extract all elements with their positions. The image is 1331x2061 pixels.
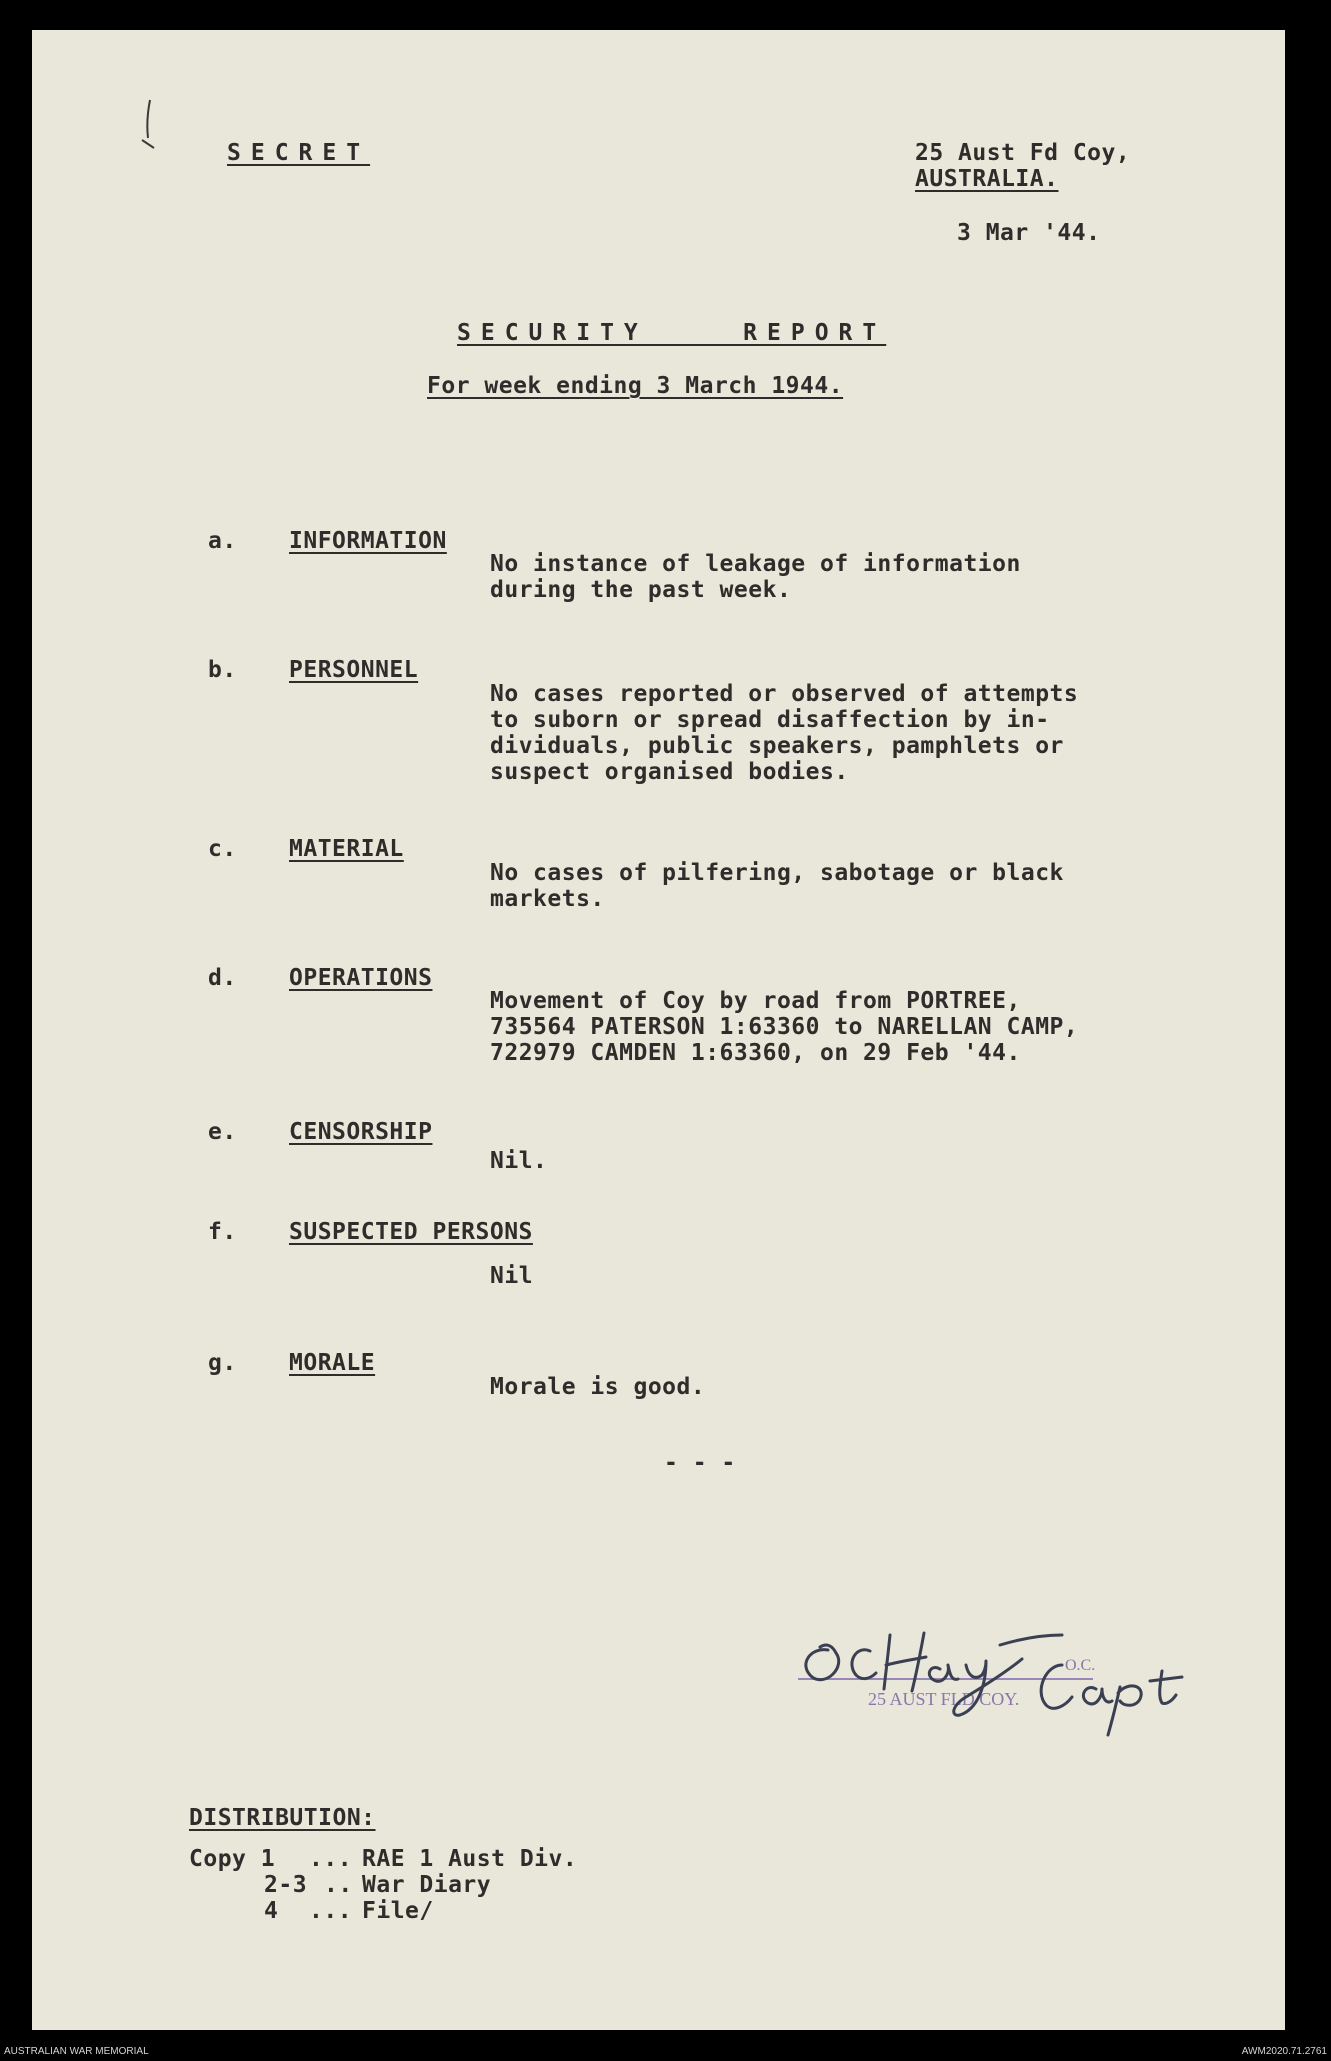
section-heading-operations: OPERATIONS: [289, 965, 433, 991]
distribution-copy: 2-3: [264, 1872, 308, 1898]
section-heading-personnel: PERSONNEL: [289, 657, 419, 683]
section-heading-morale: MORALE: [289, 1350, 376, 1376]
distribution-heading: DISTRIBUTION:: [189, 1805, 376, 1831]
distribution-dots: ..: [324, 1872, 353, 1898]
distribution-dots: ...: [309, 1898, 353, 1924]
section-body-line: Morale is good.: [490, 1374, 706, 1400]
unit-designation: 25 Aust Fd Coy,: [915, 140, 1131, 166]
section-body-line: No cases of pilfering, sabotage or black: [490, 860, 1064, 886]
section-body-line: Nil: [490, 1263, 534, 1289]
section-body-line: 722979 CAMDEN 1:63360, on 29 Feb '44.: [490, 1040, 1021, 1066]
report-subtitle: For week ending 3 March 1944.: [427, 373, 844, 399]
section-body-line: Nil.: [490, 1148, 548, 1174]
section-heading-material: MATERIAL: [289, 836, 404, 862]
section-body-line: Movement of Coy by road from PORTREE,: [490, 988, 1021, 1014]
section-letter: d.: [208, 965, 237, 991]
section-letter: g.: [208, 1350, 237, 1376]
section-heading-information: INFORMATION: [289, 528, 447, 554]
section-body-line: to suborn or spread disaffection by in-: [490, 707, 1050, 733]
paper-crease-mark: [132, 90, 162, 160]
footer-right: AWM2020.71.2761: [1241, 2046, 1327, 2057]
section-letter: a.: [208, 528, 237, 554]
section-heading-censorship: CENSORSHIP: [289, 1119, 433, 1145]
unit-location: AUSTRALIA.: [915, 166, 1059, 192]
stamp-oc-label: O.C.: [1065, 1657, 1096, 1674]
document-date: 3 Mar '44.: [957, 220, 1101, 246]
classification-label: SECRET: [227, 140, 371, 166]
distribution-recipient: File/: [362, 1898, 434, 1924]
section-body-line: No instance of leakage of information: [490, 551, 1021, 577]
section-heading-suspected-persons: SUSPECTED PERSONS: [289, 1219, 533, 1245]
section-body-line: suspect organised bodies.: [490, 759, 849, 785]
section-body-line: dividuals, public speakers, pamphlets or: [490, 733, 1064, 759]
distribution-copy: 4: [264, 1898, 279, 1924]
section-body-line: 735564 PATERSON 1:63360 to NARELLAN CAMP,: [490, 1014, 1079, 1040]
section-body-line: during the past week.: [490, 577, 792, 603]
section-letter: f.: [208, 1219, 237, 1245]
section-body-line: No cases reported or observed of attempts: [490, 681, 1079, 707]
section-letter: c.: [208, 836, 237, 862]
distribution-recipient: War Diary: [362, 1872, 492, 1898]
unit-stamp: 25 AUST FLD COY.: [868, 1689, 1020, 1709]
report-title: SECURITY REPORT: [457, 320, 887, 346]
footer-left: AUSTRALIAN WAR MEMORIAL: [4, 2046, 149, 2057]
section-body-line: markets.: [490, 886, 605, 912]
distribution-dots: ...: [309, 1846, 353, 1872]
distribution-recipient: RAE 1 Aust Div.: [362, 1846, 578, 1872]
handwritten-signature: [790, 1605, 1240, 1740]
section-separator: - - -: [664, 1450, 736, 1476]
distribution-copy: Copy 1: [189, 1846, 276, 1872]
section-letter: b.: [208, 657, 237, 683]
section-letter: e.: [208, 1119, 237, 1145]
